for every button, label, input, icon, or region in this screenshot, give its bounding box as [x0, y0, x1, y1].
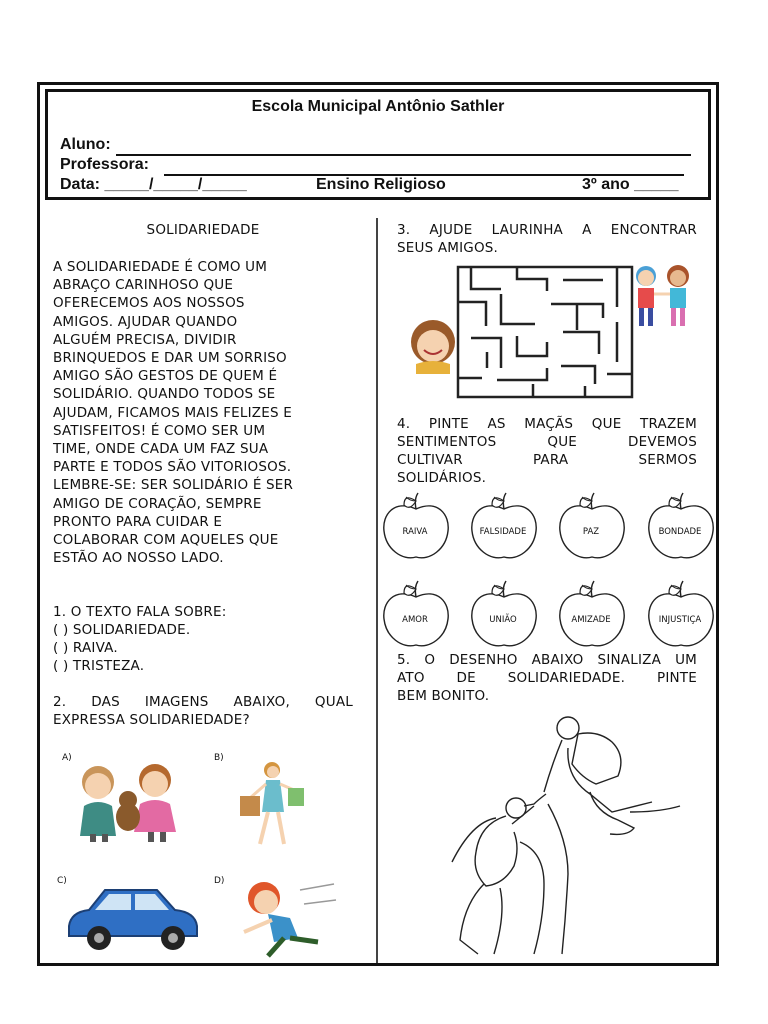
- apple-label: RAIVA: [402, 527, 428, 537]
- professora-label: Professora:: [60, 156, 149, 173]
- option-c-label: C): [57, 876, 67, 886]
- paragraph-line: AMIGOS. AJUDAR QUANDO: [53, 313, 238, 330]
- q5-question-line1: 5. O DESENHO ABAIXO SINALIZA UM: [397, 652, 697, 668]
- q1-option-solidariedade[interactable]: ( ) SOLIDARIEDADE.: [53, 622, 191, 638]
- paragraph-line: TIME, ONDE CADA UM FAZ SUA: [53, 441, 269, 457]
- q1-option-raiva[interactable]: ( ) RAIVA.: [53, 640, 118, 656]
- q5-question-line2: ATO DE SOLIDARIEDADE. PINTE: [397, 670, 697, 686]
- q4-question-line4: SOLIDÁRIOS.: [397, 470, 487, 486]
- aluno-label: Aluno:: [60, 136, 111, 153]
- paragraph-line: ABRAÇO CARINHOSO QUE: [53, 277, 234, 294]
- q1-option-tristeza[interactable]: ( ) TRISTEZA.: [53, 658, 145, 674]
- paragraph-line: AMIGO SÃO GESTOS DE QUEM É: [53, 368, 278, 385]
- date-field[interactable]: Data: _____/_____/_____: [60, 176, 247, 193]
- climbers-helping-drawing[interactable]: [450, 712, 690, 958]
- paragraph-line: SATISFEITOS! É COMO SER UM: [53, 422, 266, 439]
- kids-sharing-teddy-image[interactable]: [70, 762, 185, 842]
- school-name: Escola Municipal Antônio Sathler: [251, 98, 505, 115]
- apple-label: AMIZADE: [571, 615, 611, 625]
- q4-question-line1: 4. PINTE AS MAÇÃS QUE TRAZEM: [397, 416, 697, 432]
- q5-question-line3: BEM BONITO.: [397, 688, 490, 704]
- paragraph-line: SOLIDÁRIO. QUANDO TODOS SE: [53, 386, 276, 403]
- apple-label: UNIÃO: [489, 615, 517, 625]
- text-title: SOLIDARIEDADE: [146, 222, 260, 238]
- q2-question-line2: EXPRESSA SOLIDARIEDADE?: [53, 712, 250, 728]
- friends-image: [630, 262, 696, 332]
- paragraph-line: OFERECEMOS AOS NOSSOS: [53, 295, 245, 312]
- paragraph-line: ALGUÉM PRECISA, DIVIDIR: [53, 331, 237, 348]
- shopping-girl-image[interactable]: [238, 760, 308, 850]
- paragraph-line: BRINQUEDOS E DAR UM SORRISO: [53, 350, 287, 366]
- option-d-label: D): [214, 876, 225, 886]
- option-a-label: A): [62, 753, 72, 763]
- aluno-line[interactable]: [116, 154, 691, 156]
- running-boy-image[interactable]: [238, 880, 338, 960]
- column-divider: [376, 218, 378, 963]
- q4-question-line2: SENTIMENTOS QUE DEVEMOS: [397, 434, 697, 450]
- paragraph-line: ESTÃO AO NOSSO LADO.: [53, 550, 224, 567]
- apple-label: PAZ: [582, 527, 600, 537]
- grade-field[interactable]: 3º ano _____: [582, 176, 679, 193]
- laurinha-girl-image: [410, 320, 456, 374]
- q3-question-line1: 3. AJUDE LAURINHA A ENCONTRAR: [397, 222, 697, 238]
- q3-question-line2: SEUS AMIGOS.: [397, 240, 499, 256]
- paragraph-line: AJUDAM, FICAMOS MAIS FELIZES E: [53, 404, 292, 421]
- apple-label: INJUSTIÇA: [658, 615, 702, 625]
- apple-label: BONDADE: [658, 527, 702, 537]
- apple-label: AMOR: [402, 615, 428, 625]
- paragraph-line: AMIGO DE CORAÇÃO, SEMPRE: [53, 495, 262, 512]
- maze-puzzle[interactable]: [457, 266, 633, 398]
- paragraph-line: PRONTO PARA CUIDAR E: [53, 513, 223, 530]
- option-b-label: B): [214, 753, 224, 763]
- q4-question-line3: CULTIVAR PARA SERMOS: [397, 452, 697, 468]
- paragraph-line: LEMBRE-SE: SER SOLIDÁRIO É SER: [53, 477, 294, 494]
- apple-label: FALSIDADE: [479, 527, 527, 537]
- q1-question: 1. O TEXTO FALA SOBRE:: [53, 604, 227, 620]
- q2-question-line1: 2. DAS IMAGENS ABAIXO, QUAL: [53, 694, 353, 710]
- paragraph-line: PARTE E TODOS SÃO VITORIOSOS.: [53, 459, 292, 476]
- paragraph-line: A SOLIDARIEDADE É COMO UM: [53, 259, 268, 275]
- paragraph-line: COLABORAR COM AQUELES QUE: [53, 532, 279, 548]
- subject-label: Ensino Religioso: [316, 176, 446, 193]
- header-box: [45, 89, 711, 200]
- blue-car-image[interactable]: [65, 886, 201, 954]
